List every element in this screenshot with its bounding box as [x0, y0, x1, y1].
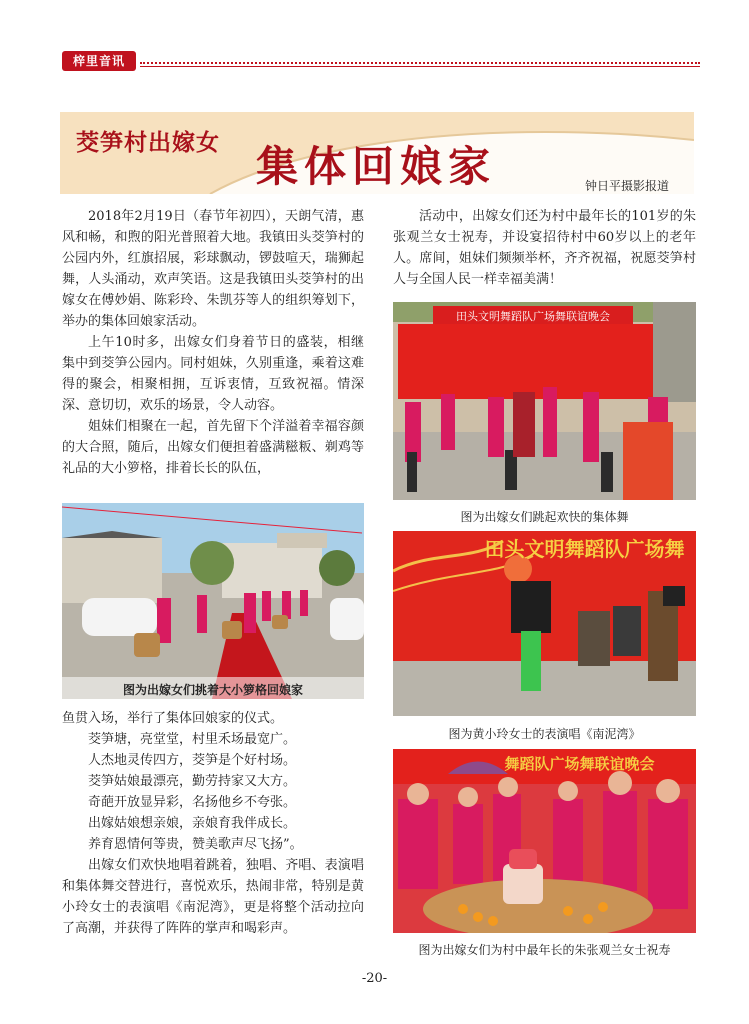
photo-caption-performance: 图为黄小玲女士的表演唱《南泥湾》 [448, 727, 641, 741]
photo-performance [393, 531, 696, 716]
poem-line: 茭笋姑娘最漂亮，勤劳持家又大方。 [88, 774, 297, 789]
header-divider-line [140, 66, 700, 67]
header-divider [140, 62, 700, 64]
right-column-top [393, 206, 696, 290]
photo-banner-dance: 田头文明舞蹈队广场舞联谊晚会 [456, 310, 610, 323]
photo-banner-performance: 田头文明舞蹈队广场舞 [484, 537, 685, 561]
page-number: -20- [361, 971, 388, 986]
photo-caption-birthday: 图为出嫁女们为村中最年长的朱张观兰女士祝寿 [418, 943, 671, 957]
paragraph-closing: 出嫁女们欢快地唱着跳着，独唱、齐唱、表演唱和集体舞交替进行，喜悦欢乐，热闹非常，特别是黄小玲女士的表演唱《南泥湾》，更是将整个活动拉向了高潮，并获得了阵阵的掌声和喝彩声。 [62, 858, 364, 936]
paragraph-birthday: 活动中，出嫁女们还为村中最年长的101岁的朱张观兰女士祝寿，并设宴招待村中60岁以上的老年人。席间，姐妹们频频举杯，齐齐祝福，祝愿茭笋村人与全国人民一样幸福美满！ [393, 209, 696, 287]
photo-credit: 钟日平摄影报道 [585, 179, 670, 193]
poem-line: 人杰地灵传四方，茭笋是个好村场。 [88, 753, 297, 768]
photo-caption-dance: 图为出嫁女们跳起欢快的集体舞 [460, 510, 629, 524]
photo-caption-procession: 图为出嫁女们挑着大小箩格回娘家 [122, 683, 303, 697]
photo-banner-birthday: 舞蹈队广场舞联谊晚会 [504, 755, 655, 773]
section-tag: 梓里音讯 [62, 51, 136, 71]
paragraph-gathering: 上午10时多，出嫁女们身着节日的盛装，相继集中到茭笋公园内。同村姐妹，久别重逢，乘着这难得的聚会，相聚相拥，互诉衷情，互致祝福。情深深、意切切，欢乐的场景，令人动容。 [62, 335, 364, 413]
paragraph-continuation: 鱼贯入场，举行了集体回娘家的仪式。 [62, 711, 284, 726]
paragraph-intro: 2018年2月19日（春节年初四），天朗气清，惠风和畅，和煦的阳光普照着大地。我镇田头茭笋村的公园内外，红旗招展，彩球飘动，锣鼓喧天，瑞狮起舞，人头涌动，欢声笑语。这是我镇田头茭笋村的出嫁女在傅妙娟、陈彩玲、朱凯芬等人的组织筹划下，举办的集体回娘家活动。 [62, 209, 364, 329]
photo-procession [62, 503, 364, 699]
paragraph-procession: 姐妹们相聚在一起，首先留下个洋溢着幸福容颜的大合照，随后，出嫁女们便担着盛满糍粄、剃鸡等礼品的大小箩格，排着长长的队伍， [62, 419, 364, 476]
poem-line: 奇葩开放显异彩，名扬他乡不夸张。 [88, 795, 297, 810]
title-secondary: 集体回娘家 [256, 142, 497, 191]
poem-line: 养育恩情何等贵，赞美歌声尽飞扬”。 [88, 837, 303, 852]
poem-line: 出嫁姑娘想亲娘，亲娘育我伴成长。 [88, 816, 297, 831]
left-column-top [62, 206, 364, 479]
photo-birthday [393, 749, 696, 933]
title-primary: 茭笋村出嫁女 [76, 130, 220, 156]
left-column-bottom [62, 708, 364, 939]
photo-dance [393, 302, 696, 500]
poem-line: 茭笋塘，亮堂堂，村里禾场最宽广。 [88, 732, 297, 747]
